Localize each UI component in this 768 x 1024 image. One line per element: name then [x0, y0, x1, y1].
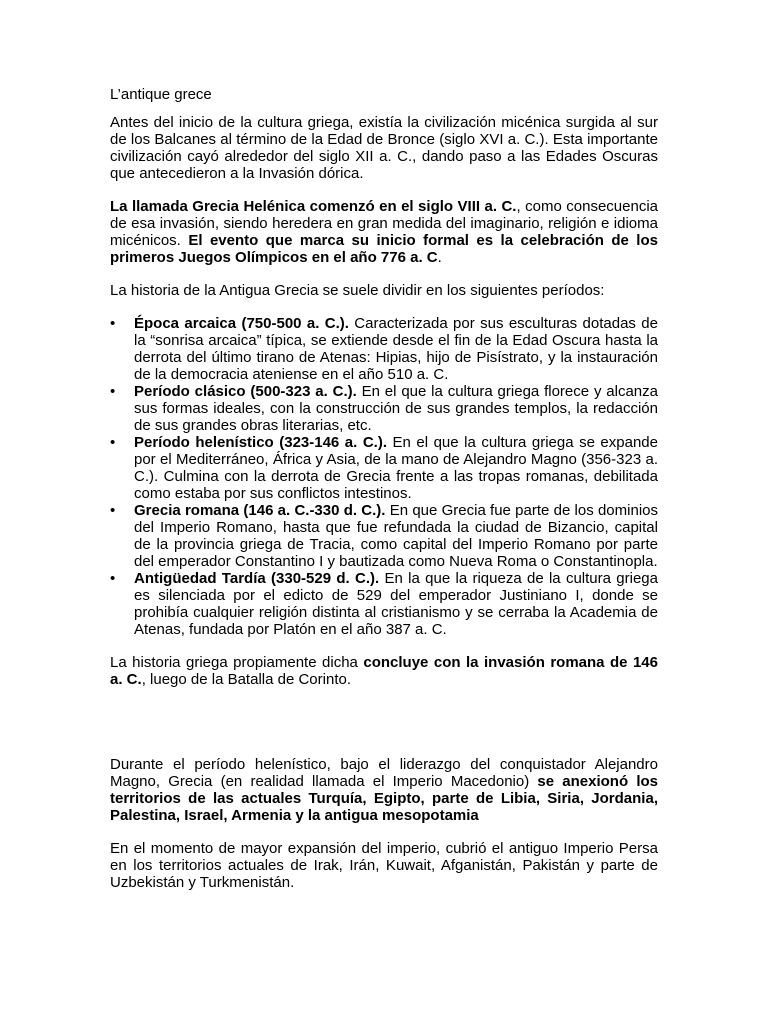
- paragraph-helenistico: [110, 756, 658, 824]
- document-title: L’antique grece: [110, 86, 212, 103]
- bold-text: concluye con la invasión romana de 146 a. C.: [110, 654, 658, 688]
- text-span: Durante el período helenístico, bajo el liderazgo del conquistador Alejandro Magno, Grecia (en realidad llamada el Imperio Macedonio): [110, 756, 658, 790]
- bullet-icon: •: [110, 434, 116, 451]
- bullet-icon: •: [110, 570, 116, 587]
- period-heading: Época arcaica (750-500 a. C.).: [134, 315, 349, 332]
- list-item: [110, 434, 658, 502]
- period-heading: Grecia romana (146 a. C.-330 d. C.).: [134, 502, 386, 519]
- period-heading: Período clásico (500-323 a. C.).: [134, 383, 357, 400]
- bullet-icon: •: [110, 502, 116, 519]
- period-text: En el que la cultura griega se expande por el Mediterráneo, África y Asia, de la mano de Alejandro Magno (356-323 a. C.). Culmina con la derrota de Grecia frente a las tropas romanas, debilitada como estaba por sus conflictos intestinos.: [134, 434, 658, 502]
- text-span: La historia griega propiamente dicha: [110, 654, 364, 671]
- document-body: [110, 86, 658, 891]
- paragraph-imperio-persa: En el momento de mayor expansión del imperio, cubrió el antiguo Imperio Persa en los territorios actuales de Irak, Irán, Kuwait, Afganistán, Pakistán y parte de Uzbekistán y Turkmenistán.: [110, 840, 658, 891]
- text-span: , como consecuencia de esa invasión, siendo heredera en gran medida del imaginario, religión e idioma micénicos.: [110, 198, 658, 249]
- paragraph-grecia-helenica: [110, 198, 658, 266]
- text-span: , luego de la Batalla de Corinto.: [141, 671, 351, 688]
- period-heading: Antigüedad Tardía (330-529 d. C.).: [134, 570, 380, 587]
- period-heading: Período helenístico (323-146 a. C.).: [134, 434, 387, 451]
- period-text: En que Grecia fue parte de los dominios del Imperio Romano, hasta que fue refundada la ciudad de Bizancio, capital de la provincia griega de Tracia, como capital del Imperio Romano por parte del emperador Constantino I y bautizada como Nueva Roma o Constantinopla.: [134, 502, 658, 570]
- list-item: [110, 383, 658, 434]
- period-text: En la que la riqueza de la cultura griega es silenciada por el edicto de 529 del emperador Justiniano I, donde se prohibía cualquier religión distinta al cristianismo y se cerraba la Academia de Atenas, fundada por Platón en el año 387 a. C.: [134, 570, 658, 638]
- paragraph-micenica: Antes del inicio de la cultura griega, existía la civilización micénica surgida al sur de los Balcanes al término de la Edad de Bronce (siglo XVI a. C.). Esta importante civilización cayó alrededor del siglo XII a. C., dando paso a las Edades Oscuras que antecedieron a la Invasión dórica.: [110, 114, 658, 182]
- list-item: [110, 570, 658, 638]
- list-item: [110, 502, 658, 570]
- period-text: En el que la cultura griega florece y alcanza sus formas ideales, con la construcción de sus grandes templos, la redacción de sus grandes obras literarias, etc.: [134, 383, 658, 434]
- periods-list: [110, 315, 658, 638]
- bold-text: La llamada Grecia Helénica comenzó en el siglo VIII a. C.: [110, 198, 517, 215]
- text-span: .: [437, 249, 442, 266]
- paragraph-periodos-intro: La historia de la Antigua Grecia se suele dividir en los siguientes períodos:: [110, 282, 605, 299]
- paragraph-conclusion: [110, 654, 658, 688]
- period-text: Caracterizada por sus esculturas dotadas de la “sonrisa arcaica” típica, se extiende desde el fin de la Edad Oscura hasta la derrota del último tirano de Atenas: Hipias, hijo de Pisístrato, y la instauración de la democracia ateniense en el año 510 a. C.: [134, 315, 658, 383]
- bullet-icon: •: [110, 315, 116, 332]
- bold-text: El evento que marca su inicio formal es la celebración de los primeros Juegos Olímpicos en el año 776 a. C: [110, 232, 658, 266]
- bullet-icon: •: [110, 383, 116, 400]
- bold-text: se anexionó los territorios de las actuales Turquía, Egipto, parte de Libia, Siria, Jordania, Palestina, Israel, Armenia y la antigua mesopotamia: [110, 773, 658, 824]
- list-item: [110, 315, 658, 383]
